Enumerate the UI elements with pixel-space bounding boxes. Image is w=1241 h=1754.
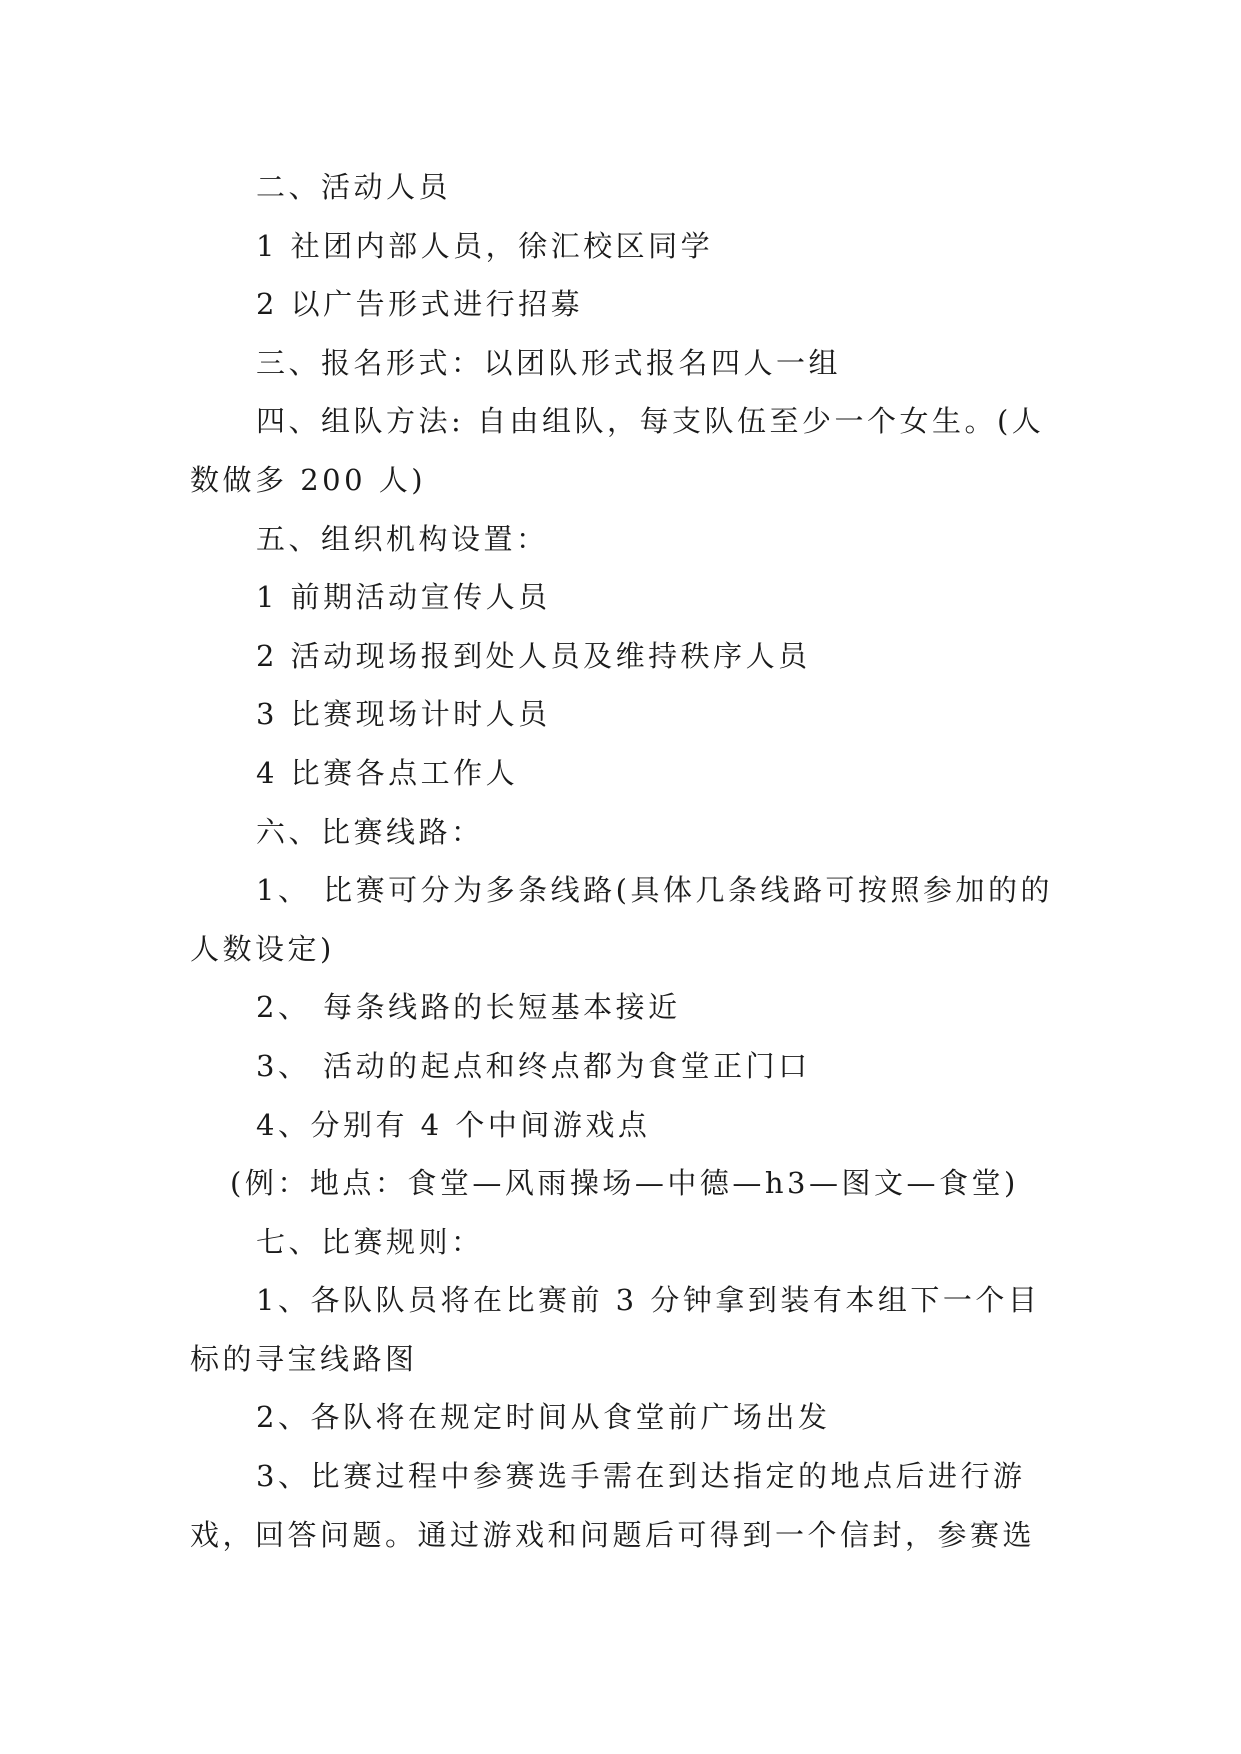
list-item: 3、 活动的起点和终点都为食堂正门口 bbox=[256, 1048, 811, 1083]
list-item: 2、各队将在规定时间从食堂前广场出发 bbox=[256, 1400, 831, 1435]
section-heading-routes: 六、比赛线路： bbox=[256, 814, 484, 849]
list-item: 1、各队队员将在比赛前 3 分钟拿到装有本组下一个目标的寻宝线路图 bbox=[190, 1283, 1041, 1376]
section-heading-participants: 二、活动人员 bbox=[256, 170, 452, 204]
document-body bbox=[190, 158, 1060, 1564]
list-item: 4、分别有 4 个中间游戏点 bbox=[256, 1107, 651, 1142]
list-item: 1 前期活动宣传人员 bbox=[256, 580, 551, 615]
section-heading-rules: 七、比赛规则： bbox=[256, 1224, 484, 1259]
section-heading-organization: 五、组织机构设置： bbox=[256, 521, 549, 556]
route-example: (例：地点：食堂—风雨操场—中德—h3—图文—食堂) bbox=[230, 1166, 1019, 1201]
list-item: 1 社团内部人员，徐汇校区同学 bbox=[256, 228, 714, 263]
section-heading-registration: 三、报名形式：以团队形式报名四人一组 bbox=[256, 345, 842, 380]
list-item: 1、 比赛可分为多条线路(具体几条线路可按照参加的的人数设定) bbox=[190, 873, 1053, 966]
list-item: 2、 每条线路的长短基本接近 bbox=[256, 990, 681, 1025]
list-item: 2 活动现场报到处人员及维持秩序人员 bbox=[256, 638, 811, 673]
list-item: 3、比赛过程中参赛选手需在到达指定的地点后进行游戏，回答问题。通过游戏和问题后可得到一个信封，参赛选 bbox=[190, 1459, 1036, 1552]
section-heading-team-method: 四、组队方法: 自由组队，每支队伍至少一个女生。(人数做多 200 人) bbox=[190, 404, 1045, 497]
list-item: 3 比赛现场计时人员 bbox=[256, 697, 551, 732]
list-item: 4 比赛各点工作人 bbox=[256, 755, 519, 790]
list-item: 2 以广告形式进行招募 bbox=[256, 287, 584, 322]
